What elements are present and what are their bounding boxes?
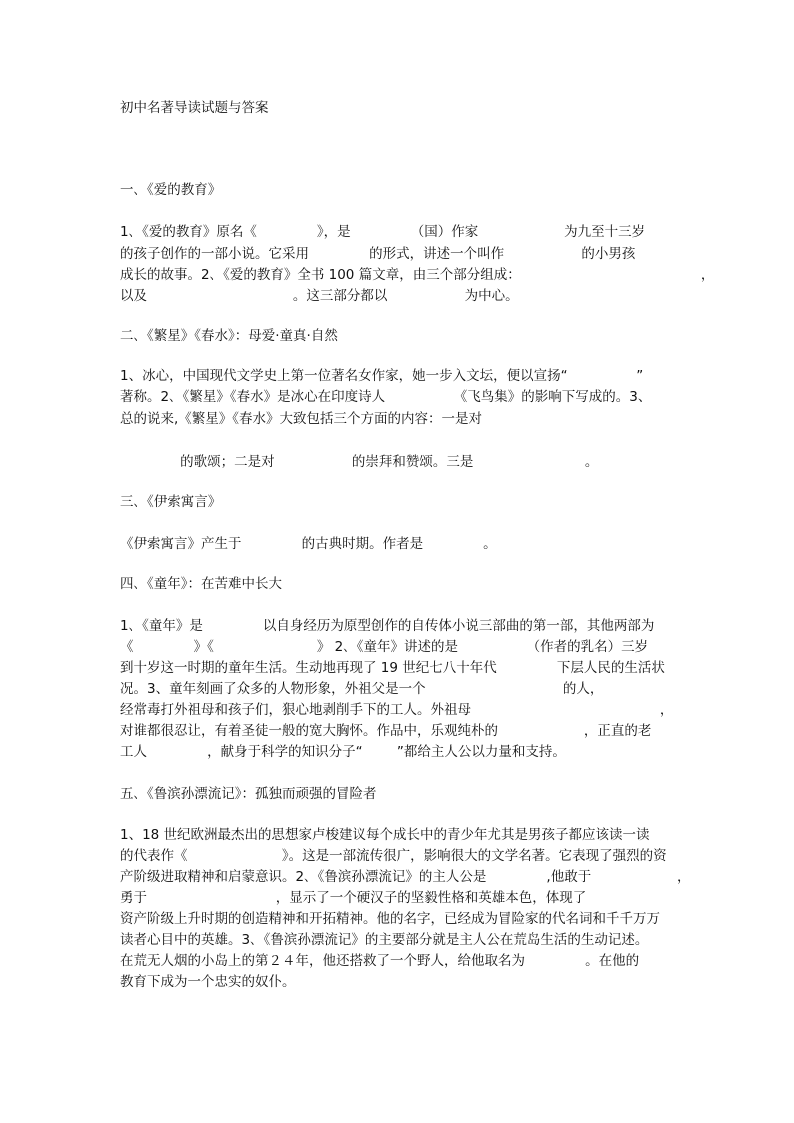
section-5-heading: 五､《鲁滨孙漂流记》：孤独而顽强的冒险者 [120,786,377,802]
section-1-line-2: 的孩子创作的一部小说。它采用 的形式，讲述一个叫作 的小男孩 [120,246,636,262]
section-5-line-4: 勇于 ，显示了一个硬汉子的坚毅性格和英雄本色，体现了 [120,890,587,906]
section-3-line-1: 《伊索寓言》产生于 的古典时期。作者是 。 [120,536,497,552]
section-2-continuation: 的歌颂；二是对 的崇拜和赞颂。三是 。 [120,454,599,470]
section-1-line-3: 成长的故事。2､《爱的教育》全书 100 篇文章，由三个部分组成： ， [120,267,715,283]
section-5-line-5: 资产阶级上升时期的创造精神和开拓精神。他的名字，已经成为冒险家的代名词和千千万万 [120,911,660,927]
section-4-line-6: 对谁都很忍让，有着圣徒一般的宽大胸怀。作品中，乐观纯朴的 ，正直的老 [120,723,652,739]
section-4-line-4: 况。3、童年刻画了众多的人物形象，外祖父是一个 的人， [120,681,604,697]
section-1-line-4: 以及 。这三部分都以 为中心。 [120,288,519,304]
section-5-line-1: 1、18 世纪欧洲最杰出的思想家卢梭建议每个成长中的青少年尤其是男孩子都应该读一读 [120,827,650,843]
section-1-line-1: 1､《爱的教育》原名《 》，是 （国）作家 为九至十三岁 [120,224,646,240]
section-5-line-6: 读者心目中的英雄。3､《鲁滨孙漂流记》的主要部分就是主人公在荒岛生活的生动记述。 [120,932,649,948]
section-4-heading: 四､《童年》：在苦难中长大 [120,576,282,592]
section-1-heading: 一､《爱的教育》 [120,182,222,198]
section-4-line-2: 《 》《 》 2､《童年》讲述的是 （作者的乳名）三岁 [120,639,649,655]
section-2-line-3: 总的说来,《繁星》《春水》大致包括三个方面的内容：一是对 [120,411,483,427]
section-4-line-7: 工人 ，献身于科学的知识分子“ ”都给主人公以力量和支持。 [120,744,566,760]
section-2-line-2: 著称。2､《繁星》《春水》是冰心在印度诗人 《飞鸟集》的影响下写成的。3、 [120,389,652,405]
section-3-heading: 三､《伊索寓言》 [120,494,222,510]
section-4-line-1: 1､《童年》是 以自身经历为原型创作的自传体小说三部曲的第一部，其他两部为 [120,618,655,634]
section-4-line-5: 经常毒打外祖母和孩子们，狠心地剥削手下的工人。外祖母 ， [120,702,674,718]
section-4-line-3: 到十岁这一时期的童年生活。生动地再现了 19 世纪七八十年代 下层人民的生活状 [120,660,665,676]
section-5-line-3: 产阶级进取精神和启蒙意识。2､《鲁滨孙漂流记》的主人公是 ,他敢于 ， [120,869,691,885]
section-5-line-8: 教育下成为一个忠实的奴仆。 [120,974,296,990]
section-5-line-7: 在荒无人烟的小岛上的第２４年，他还搭救了一个野人，给他取名为 。在他的 [120,953,640,969]
section-2-heading: 二､《繁星》《春水》：母爱·童真·自然 [120,328,338,344]
section-2-line-1: 1、冰心，中国现代文学史上第一位著名女作家，她一步入文坛，便以宣扬“ ” [120,368,644,384]
section-5-line-2: 的代表作《 》。这是一部流传很广，影响很大的文学名著。它表现了强烈的资 [120,848,667,864]
document-title: 初中名著导读试题与答案 [120,100,269,116]
